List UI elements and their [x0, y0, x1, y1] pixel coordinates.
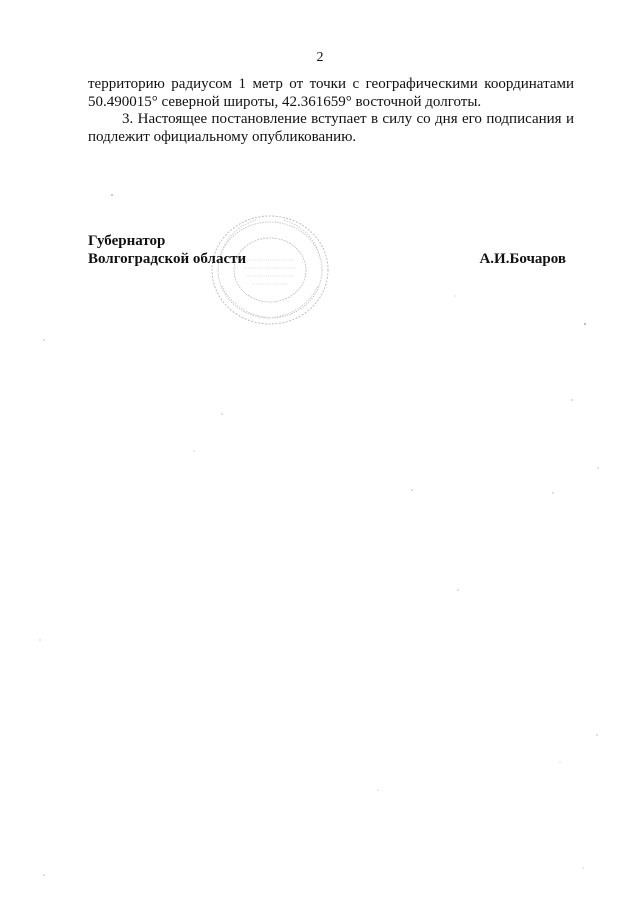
paragraph-continuation: территорию радиусом 1 метр от точки с географическими координатами 50.490015° северной широты, 42.361659° восточной долготы. — [88, 76, 574, 110]
signer-title — [88, 232, 246, 268]
signer-title-line2: Волгоградской области — [88, 251, 247, 267]
document-body — [88, 76, 574, 146]
paragraph-3: 3. Настоящее постановление вступает в силу со дня его подписания и подлежит официальному опубликованию. — [88, 111, 574, 145]
signer-name: А.И.Бочаров — [479, 251, 566, 267]
signer-title-line1: Губернатор — [88, 233, 166, 249]
signature-block — [88, 232, 574, 272]
page-number: 2 — [316, 50, 324, 65]
